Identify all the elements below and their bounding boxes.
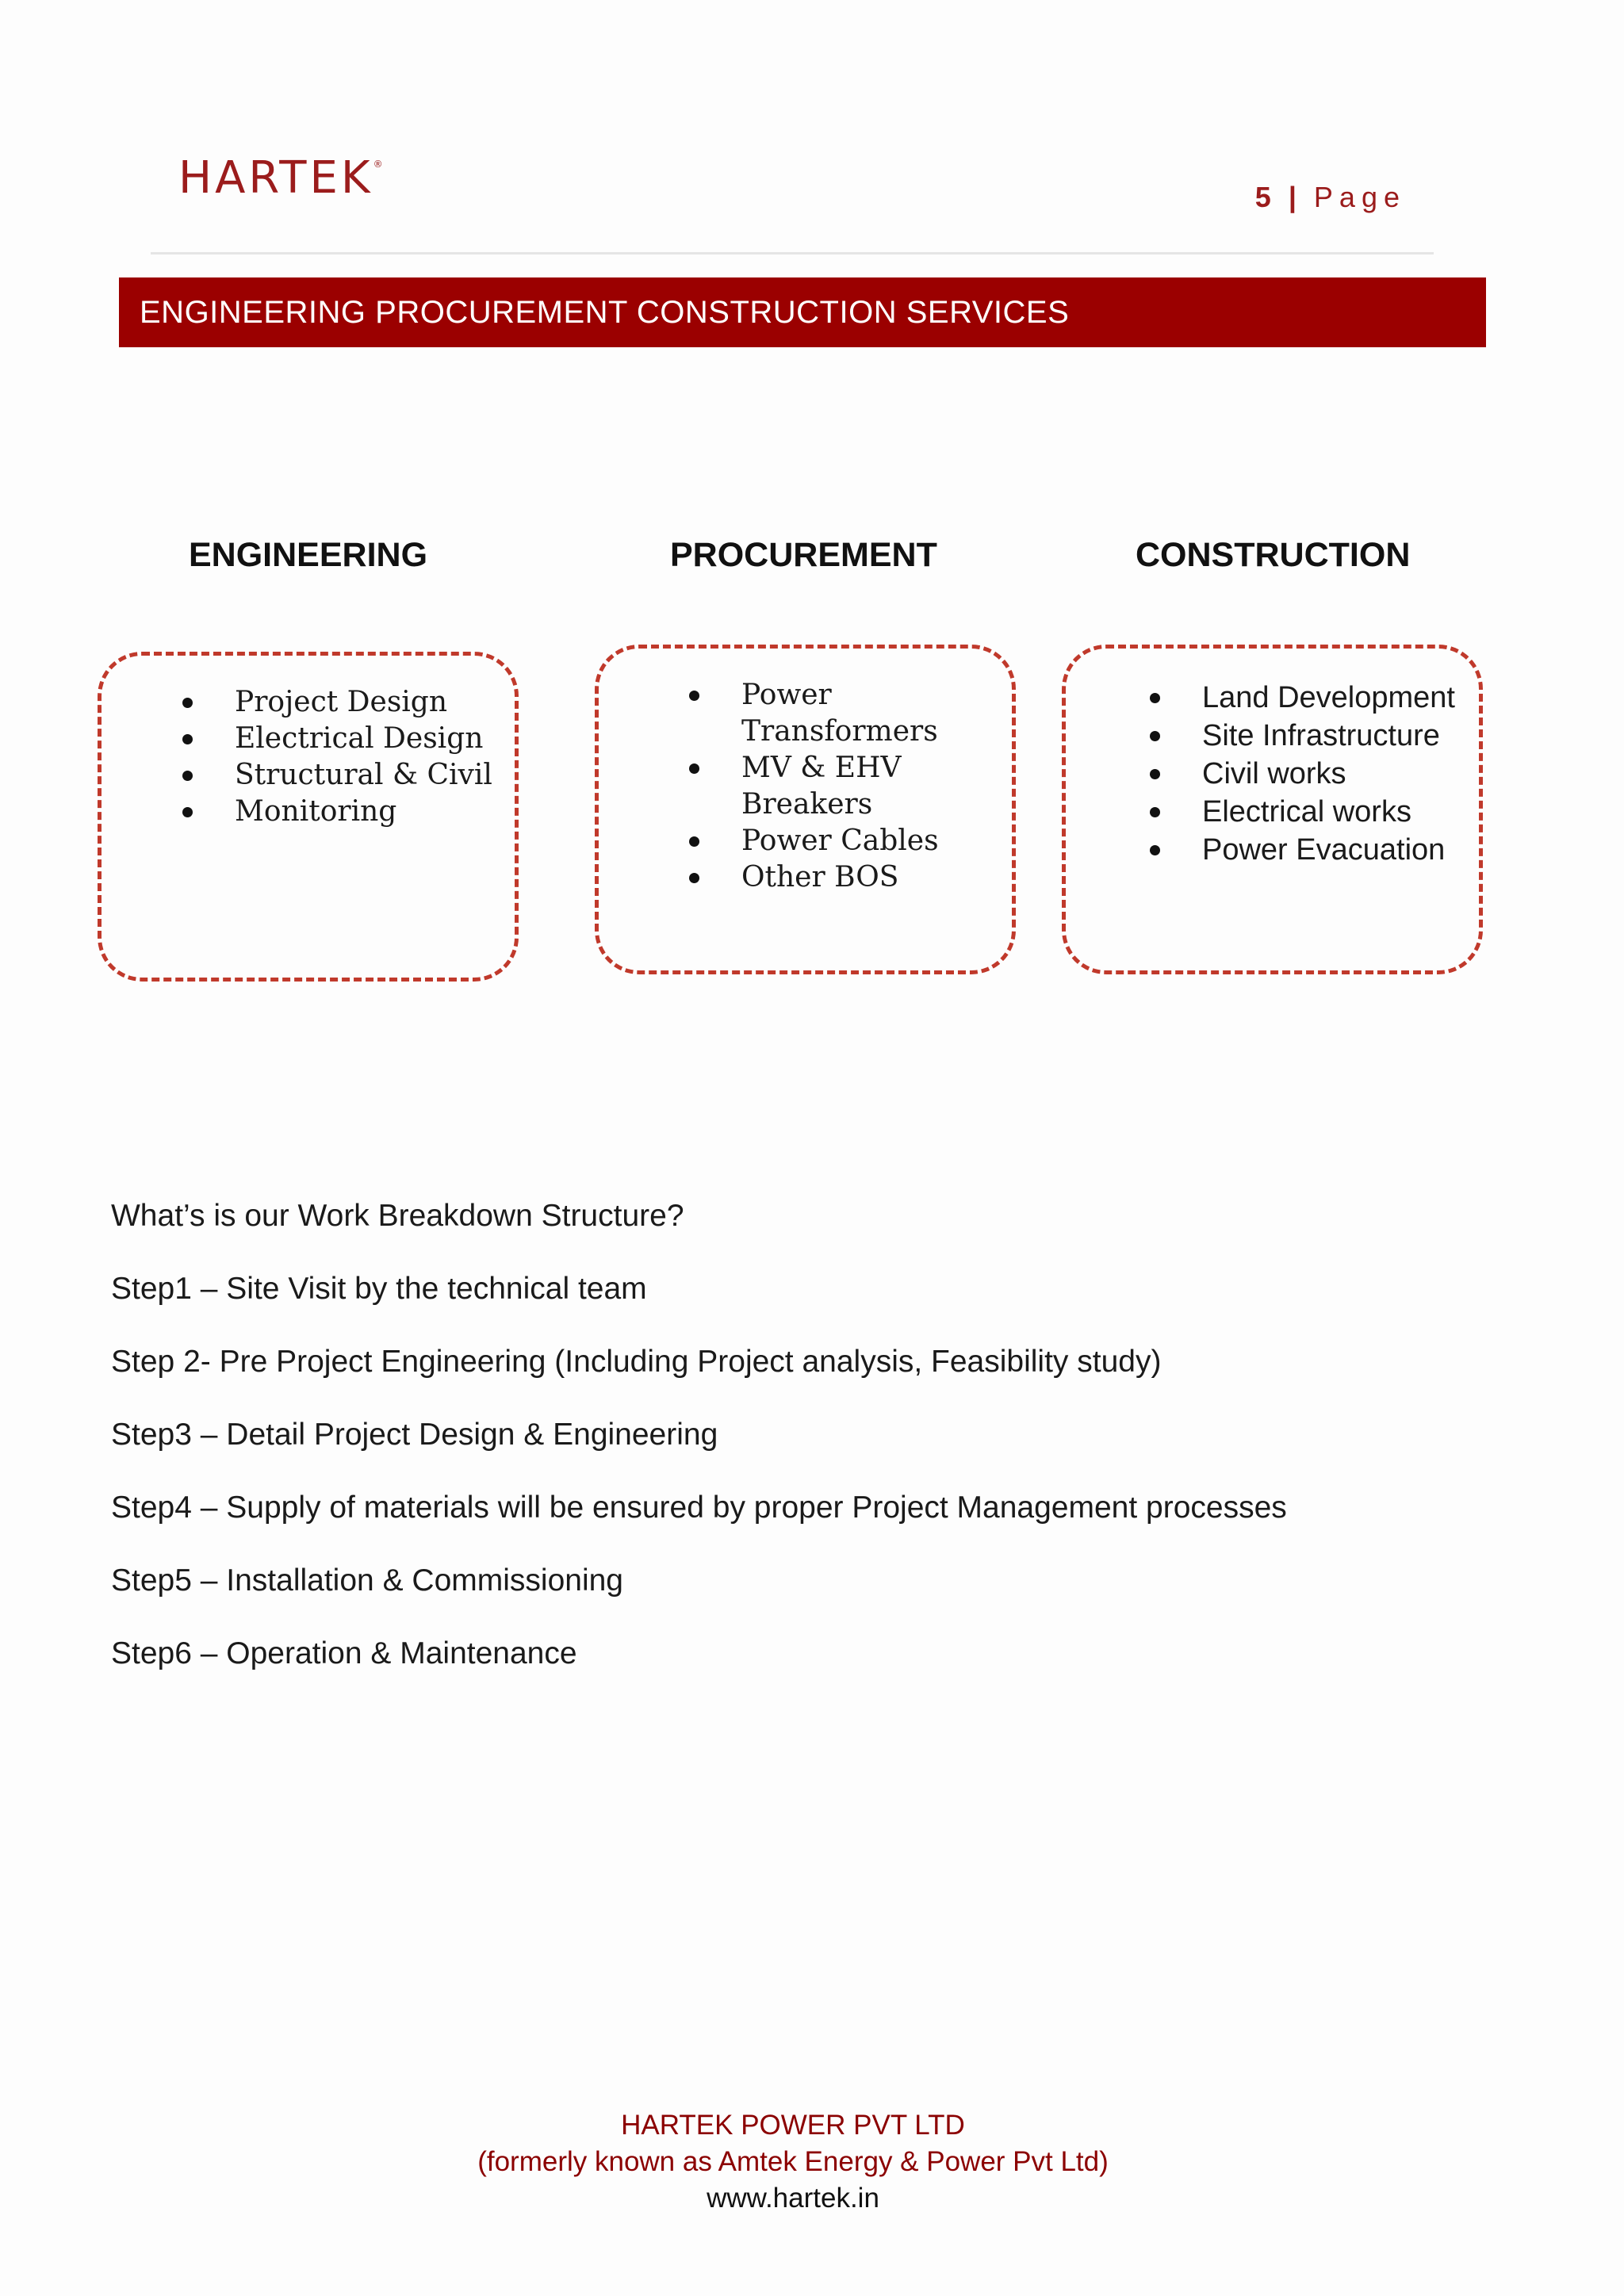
footer-company: HARTEK POWER PVT LTD bbox=[621, 2110, 965, 2141]
engineering-heading: ENGINEERING bbox=[189, 536, 428, 574]
wbs-step: Step4 – Supply of materials will be ensured by proper Project Management processes bbox=[111, 1490, 1287, 1525]
procurement-heading: PROCUREMENT bbox=[670, 536, 937, 574]
procurement-list bbox=[741, 677, 948, 896]
list-item: Electrical Design bbox=[235, 721, 492, 757]
page-number-label bbox=[1255, 181, 1406, 214]
wbs-step: Step6 – Operation & Maintenance bbox=[111, 1636, 577, 1670]
list-item: Electrical works bbox=[1202, 793, 1455, 831]
list-item: Site Infrastructure bbox=[1202, 717, 1455, 755]
wbs-step: Step5 – Installation & Commissioning bbox=[111, 1563, 623, 1598]
list-item: Civil works bbox=[1202, 755, 1455, 793]
list-item: Structural & Civil bbox=[235, 757, 492, 794]
wbs-question: What’s is our Work Breakdown Structure? bbox=[111, 1199, 684, 1233]
list-item: Monitoring bbox=[235, 794, 492, 830]
registered-mark: ® bbox=[373, 159, 383, 170]
construction-heading: CONSTRUCTION bbox=[1136, 536, 1411, 574]
engineering-box bbox=[98, 652, 519, 982]
logo-text: HARTEK bbox=[178, 152, 373, 204]
page-separator: | bbox=[1288, 181, 1300, 213]
list-item: Land Development bbox=[1202, 679, 1455, 717]
list-item: Project Design bbox=[235, 684, 492, 721]
page-number: 5 bbox=[1254, 181, 1274, 213]
footer-website-link[interactable]: www.hartek.in bbox=[707, 2183, 879, 2214]
procurement-box bbox=[595, 645, 1016, 974]
page-footer bbox=[0, 2107, 1586, 2217]
list-item: Power Evacuation bbox=[1202, 831, 1455, 869]
wbs-step: Step 2- Pre Project Engineering (Including Project analysis, Feasibility study) bbox=[111, 1345, 1162, 1379]
header-divider bbox=[151, 252, 1434, 254]
construction-box bbox=[1062, 645, 1483, 974]
page-word: Page bbox=[1313, 181, 1406, 213]
engineering-list bbox=[235, 684, 492, 830]
company-logo bbox=[178, 152, 383, 204]
list-item: Power Transformers bbox=[741, 677, 948, 750]
wbs-step: Step3 – Detail Project Design & Engineering bbox=[111, 1418, 718, 1452]
work-breakdown-section bbox=[111, 1199, 1287, 1709]
wbs-step: Step1 – Site Visit by the technical team bbox=[111, 1272, 647, 1306]
section-banner: ENGINEERING PROCUREMENT CONSTRUCTION SERVICES bbox=[119, 277, 1486, 347]
list-item: MV & EHV Breakers bbox=[741, 750, 948, 823]
construction-list bbox=[1202, 679, 1455, 869]
list-item: Power Cables bbox=[741, 823, 948, 859]
footer-former-name: (formerly known as Amtek Energy & Power Pvt Ltd) bbox=[477, 2146, 1109, 2177]
list-item: Other BOS bbox=[741, 859, 948, 896]
